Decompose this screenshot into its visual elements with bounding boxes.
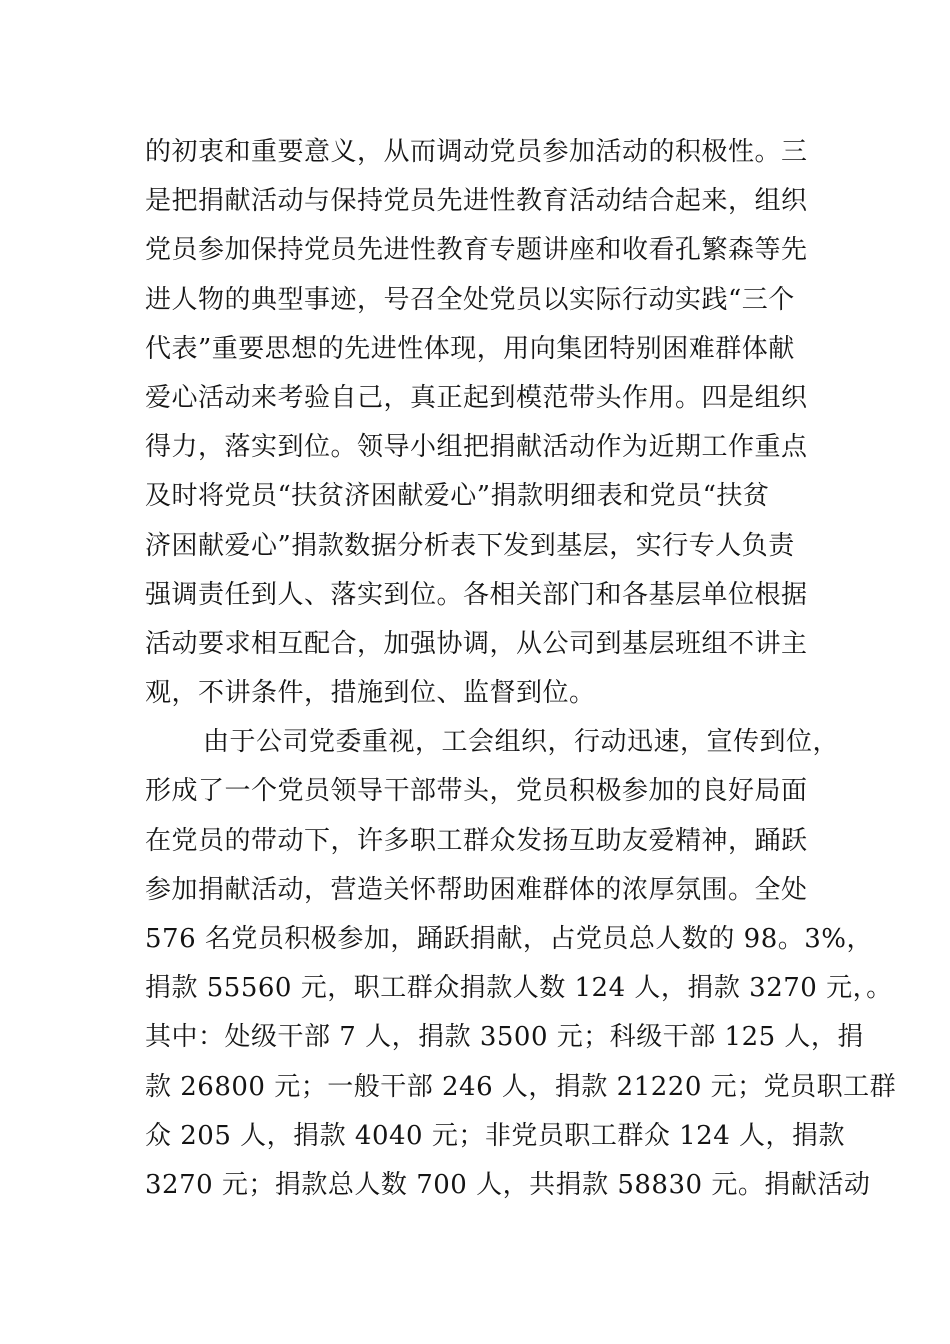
paragraph-2 bbox=[145, 718, 897, 1210]
text-line: 3270 元；捐款总人数 700 人，共捐款 58830 元。捐献活动 bbox=[145, 1169, 871, 1200]
body-text bbox=[145, 128, 897, 1210]
text-line: 款 26800 元；一般干部 246 人，捐款 21220 元；党员职工群 bbox=[145, 1071, 897, 1102]
text-line: 参加捐献活动，营造关怀帮助困难群体的浓厚氛围。全处 bbox=[145, 874, 808, 905]
text-line: 强调责任到人、落实到位。各相关部门和各基层单位根据 bbox=[145, 579, 808, 610]
text-line: 观，不讲条件，措施到位、监督到位。 bbox=[145, 678, 596, 709]
text-line: 代表”重要思想的先进性体现，用向集团特别困难群体献 bbox=[145, 333, 795, 364]
text-line: 由于公司党委重视，工会组织，行动迅速，宣传到位， bbox=[203, 727, 840, 758]
text-line: 爱心活动来考验自己，真正起到模范带头作用。四是组织 bbox=[145, 382, 808, 413]
text-line: 形成了一个党员领导干部带头，党员积极参加的良好局面 bbox=[145, 776, 808, 807]
text-line: 捐款 55560 元，职工群众捐款人数 124 人，捐款 3270 元，。 bbox=[145, 973, 893, 1004]
text-line: 576 名党员积极参加，踊跃捐献，占党员总人数的 98。3%， bbox=[145, 924, 873, 954]
text-line: 活动要求相互配合，加强协调，从公司到基层班组不讲主 bbox=[145, 628, 808, 659]
text-line: 得力，落实到位。领导小组把捐献活动作为近期工作重点 bbox=[145, 432, 808, 463]
text-line: 进人物的典型事迹，号召全处党员以实际行动实践“三个 bbox=[145, 284, 795, 315]
text-line: 其中：处级干部 7 人，捐款 3500 元；科级干部 125 人，捐 bbox=[145, 1022, 864, 1053]
text-line: 是把捐献活动与保持党员先进性教育活动结合起来，组织 bbox=[145, 186, 808, 217]
text-line: 的初衷和重要意义，从而调动党员参加活动的积极性。三 bbox=[145, 137, 808, 167]
text-line: 众 205 人，捐款 4040 元；非党员职工群众 124 人，捐款 bbox=[145, 1120, 846, 1151]
paragraph-1 bbox=[145, 128, 845, 718]
text-line: 在党员的带动下，许多职工群众发扬互助友爱精神，踊跃 bbox=[145, 825, 808, 856]
text-line: 及时将党员“扶贫济困献爱心”捐款明细表和党员“扶贫 bbox=[145, 481, 770, 512]
text-line: 党员参加保持党员先进性教育专题讲座和收看孔繁森等先 bbox=[145, 235, 808, 266]
text-line: 济困献爱心”捐款数据分析表下发到基层，实行专人负责 bbox=[145, 530, 795, 561]
